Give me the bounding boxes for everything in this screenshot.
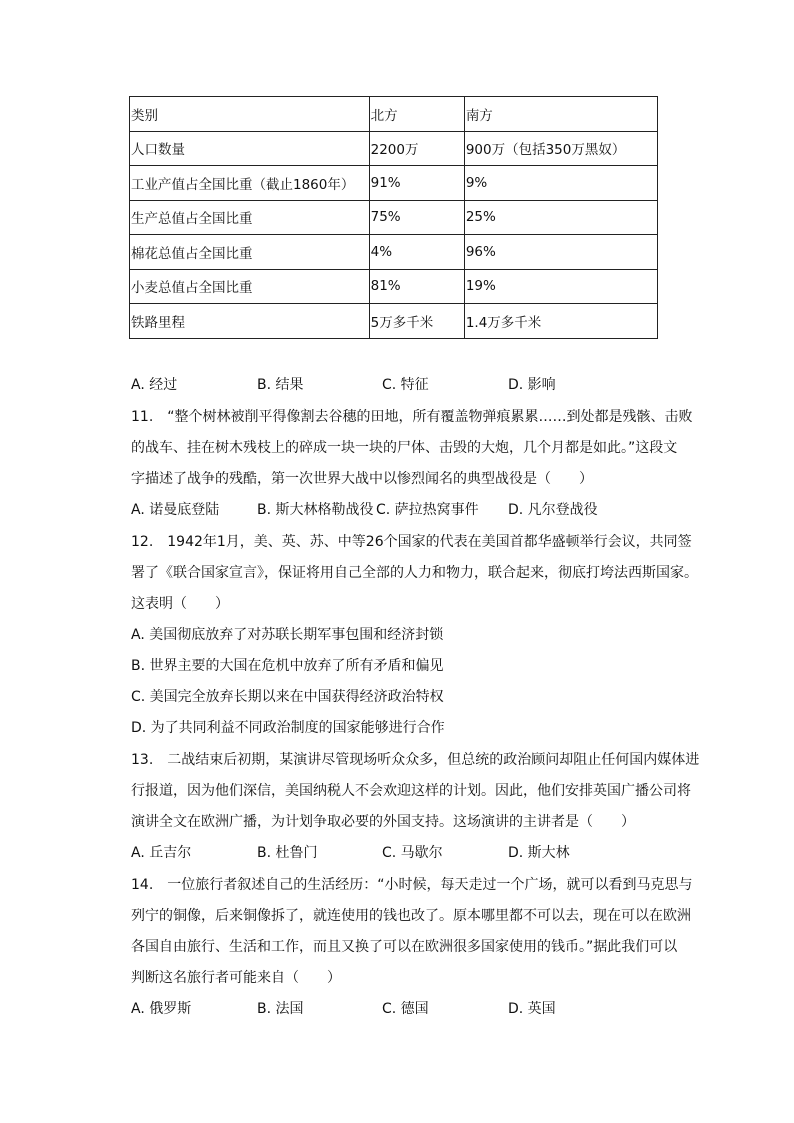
table-cell: 19% bbox=[464, 269, 657, 304]
q11-option-a[interactable]: A. 诺曼底登陆 bbox=[131, 502, 220, 518]
table-row bbox=[130, 269, 658, 304]
q14-option-c[interactable]: C. 德国 bbox=[382, 1001, 429, 1017]
q11-option-c[interactable]: C. 萨拉热窝事件 bbox=[376, 502, 479, 518]
q13-option-c[interactable]: C. 马歇尔 bbox=[382, 845, 443, 861]
table-row bbox=[130, 166, 658, 201]
q13-stem-line: 演讲全文在欧洲广播，为计划争取必要的外国支持。这场演讲的主讲者是（ ） bbox=[131, 814, 635, 830]
table-cell: 人口数量 bbox=[130, 131, 370, 166]
q13-stem-line: 13. 二战结束后初期，某演讲尽管现场听众众多，但总统的政治顾问却阻止任何国内媒体进 bbox=[131, 752, 700, 768]
q12-stem-line: 署了《联合国家宣言》，保证将用自己全部的人力和物力，联合起来，彻底打垮法西斯国家。 bbox=[131, 565, 698, 581]
q10-option-a[interactable]: A. 经过 bbox=[131, 377, 178, 393]
q11-stem-line: 的战车、挂在树木残枝上的碎成一块一块的尸体、击毁的大炮，几个月都是如此。”这段文 bbox=[131, 440, 678, 456]
table-row bbox=[130, 131, 658, 166]
table-cell: 25% bbox=[464, 200, 657, 235]
table-cell: 96% bbox=[464, 235, 657, 270]
table-header-cell: 南方 bbox=[464, 97, 657, 132]
q11-stem-line: 11. “整个树林被削平得像割去谷穗的田地，所有覆盖物弹痕累累……到处都是残骸、击败 bbox=[131, 409, 693, 425]
table-cell: 生产总值占全国比重 bbox=[130, 200, 370, 235]
table-cell: 5万多千米 bbox=[369, 304, 464, 339]
table-cell: 9% bbox=[464, 166, 657, 201]
table-cell: 1.4万多千米 bbox=[464, 304, 657, 339]
q13-option-a[interactable]: A. 丘吉尔 bbox=[131, 845, 192, 861]
q13-option-d[interactable]: D. 斯大林 bbox=[508, 845, 570, 861]
q13-stem-line: 行报道，因为他们深信，美国纳税人不会欢迎这样的计划。因此，他们安排英国广播公司将 bbox=[131, 783, 691, 799]
q14-option-b[interactable]: B. 法国 bbox=[257, 1001, 304, 1017]
q11-stem-line: 字描述了战争的残酷，第一次世界大战中以惨烈闻名的典型战役是（ ） bbox=[131, 471, 593, 487]
table-cell: 工业产值占全国比重（截止1860年） bbox=[130, 166, 370, 201]
q12-option-b[interactable]: B. 世界主要的大国在危机中放弃了所有矛盾和偏见 bbox=[131, 658, 444, 674]
q11-option-d[interactable]: D. 凡尔登战役 bbox=[508, 502, 598, 518]
table-header-cell: 类别 bbox=[130, 97, 370, 132]
table-cell: 棉花总值占全国比重 bbox=[130, 235, 370, 270]
q12-option-d[interactable]: D. 为了共同利益不同政治制度的国家能够进行合作 bbox=[131, 720, 445, 736]
q12-stem-line: 这表明（ ） bbox=[131, 596, 229, 612]
table-cell: 75% bbox=[369, 200, 464, 235]
table-header-row bbox=[130, 97, 658, 132]
q10-option-c[interactable]: C. 特征 bbox=[382, 377, 429, 393]
q14-stem-line: 各国自由旅行、生活和工作，而且又换了可以在欧洲很多国家使用的钱币。”据此我们可以 bbox=[131, 939, 678, 955]
q14-option-d[interactable]: D. 英国 bbox=[508, 1001, 556, 1017]
q14-option-a[interactable]: A. 俄罗斯 bbox=[131, 1001, 192, 1017]
q14-stem-line: 14. 一位旅行者叙述自己的生活经历：“小时候，每天走过一个广场，就可以看到马克思与 bbox=[131, 877, 693, 893]
q14-stem-line: 列宁的铜像，后来铜像拆了，就连使用的钱也改了。原本哪里都不可以去，现在可以在欧洲 bbox=[131, 908, 691, 924]
table-row bbox=[130, 304, 658, 339]
q10-option-b[interactable]: B. 结果 bbox=[257, 377, 304, 393]
table-cell: 2200万 bbox=[369, 131, 464, 166]
table-cell: 小麦总值占全国比重 bbox=[130, 269, 370, 304]
table-cell: 4% bbox=[369, 235, 464, 270]
table-cell: 81% bbox=[369, 269, 464, 304]
table-row bbox=[130, 200, 658, 235]
table-cell: 900万（包括350万黑奴） bbox=[464, 131, 657, 166]
q13-option-b[interactable]: B. 杜鲁门 bbox=[257, 845, 318, 861]
q11-option-b[interactable]: B. 斯大林格勒战役 bbox=[257, 502, 374, 518]
table-cell: 91% bbox=[369, 166, 464, 201]
q12-option-c[interactable]: C. 美国完全放弃长期以来在中国获得经济政治特权 bbox=[131, 689, 444, 705]
q14-stem-line: 判断这名旅行者可能来自（ ） bbox=[131, 970, 341, 986]
q10-option-d[interactable]: D. 影响 bbox=[508, 377, 556, 393]
table-header-cell: 北方 bbox=[369, 97, 464, 132]
table-row bbox=[130, 235, 658, 270]
table-cell: 铁路里程 bbox=[130, 304, 370, 339]
north-south-comparison-table bbox=[129, 96, 658, 339]
q12-option-a[interactable]: A. 美国彻底放弃了对苏联长期军事包围和经济封锁 bbox=[131, 627, 444, 643]
q12-stem-line: 12. 1942年1月，美、英、苏、中等26个国家的代表在美国首都华盛顿举行会议，共同签 bbox=[131, 534, 692, 550]
